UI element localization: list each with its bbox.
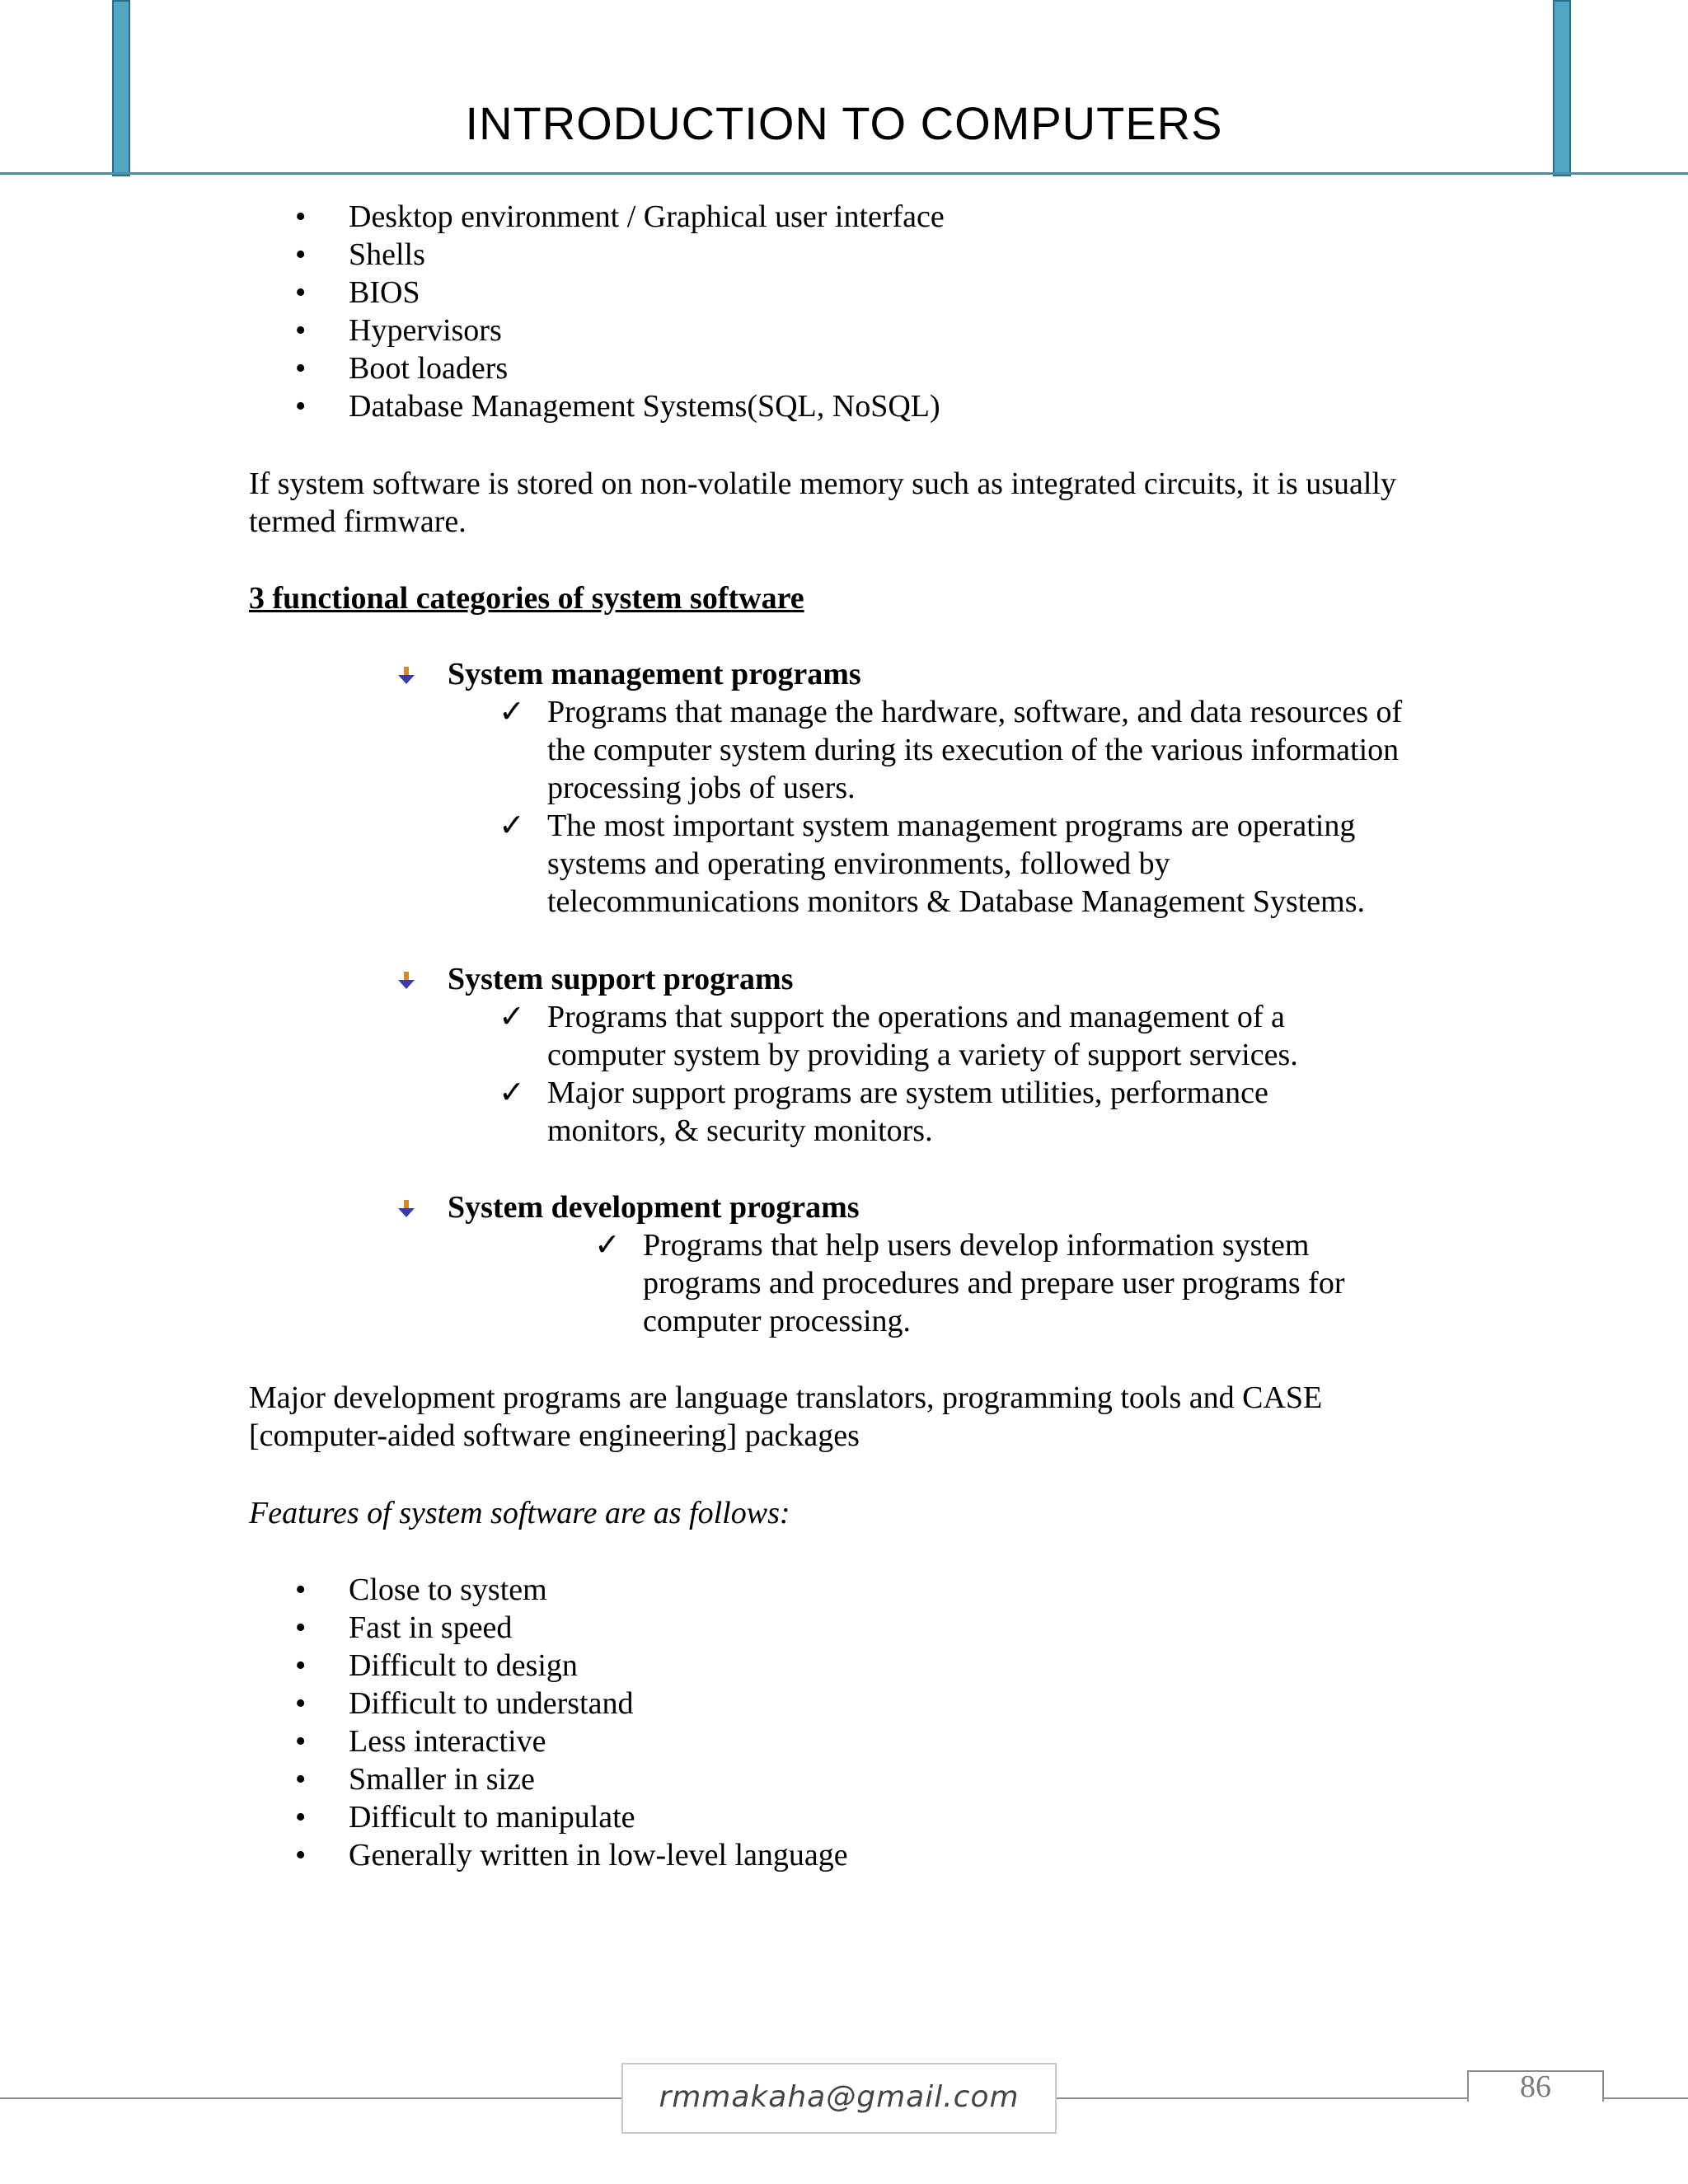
- bullet-icon: •: [295, 237, 307, 272]
- category-title-management: System management programs: [448, 657, 861, 691]
- bullet-icon: •: [295, 389, 307, 424]
- category-title-development: System development programs: [448, 1190, 860, 1225]
- categories-heading: 3 functional categories of system software: [249, 581, 804, 616]
- list-item: • Database Management Systems(SQL, NoSQL): [295, 389, 940, 424]
- check-point: ✓ Programs that support the operations and management of a computer system by providing a variety of support services.: [499, 1000, 1298, 1072]
- bullet-icon: •: [295, 1648, 307, 1683]
- header-decoration-left: [112, 0, 130, 176]
- list-item: • Close to system: [295, 1572, 547, 1607]
- list-item: • Smaller in size: [295, 1762, 535, 1797]
- list-item: • Hypervisors: [295, 313, 502, 348]
- bullet-icon: •: [295, 1762, 307, 1797]
- check-icon: ✓: [499, 808, 525, 843]
- list-item: • Desktop environment / Graphical user interface: [295, 199, 945, 234]
- footer-email: rmmakaha@gmail.com: [621, 2063, 1057, 2134]
- firmware-paragraph: If system software is stored on non-volatile memory such as integrated circuits, it is usually termed firmware.: [249, 466, 1396, 539]
- bullet-icon: •: [295, 1838, 307, 1872]
- bullet-icon: •: [295, 1724, 307, 1759]
- bullet-icon: •: [295, 1800, 307, 1835]
- bullet-icon: •: [295, 275, 307, 310]
- footer-rule-right: [1602, 2097, 1688, 2099]
- category-title-support: System support programs: [448, 962, 794, 996]
- arrow-bullet-icon: [397, 972, 415, 990]
- bullet-icon: •: [295, 313, 307, 348]
- development-paragraph: Major development programs are language translators, programming tools and CASE [computer-aided software engineering] packages: [249, 1380, 1323, 1453]
- features-intro: Features of system software are as follows:: [249, 1496, 790, 1530]
- page-title: INTRODUCTION TO COMPUTERS: [465, 97, 1223, 149]
- features-list: [249, 1571, 848, 1874]
- list-item: • Fast in speed: [295, 1610, 513, 1645]
- bullet-icon: •: [295, 199, 307, 234]
- check-point: ✓ Programs that help users develop information system programs and procedures and prepare user programs for computer processing.: [594, 1228, 1345, 1338]
- list-item: • Boot loaders: [295, 351, 509, 386]
- list-item: • Difficult to design: [295, 1648, 578, 1683]
- list-item: • BIOS: [295, 275, 420, 310]
- page-number: 86: [1467, 2070, 1604, 2102]
- list-item: • Difficult to understand: [295, 1686, 634, 1721]
- bullet-icon: •: [295, 1610, 307, 1645]
- footer-rule-left: [0, 2097, 621, 2099]
- check-icon: ✓: [594, 1228, 621, 1263]
- check-icon: ✓: [499, 1076, 525, 1110]
- arrow-bullet-icon: [397, 667, 415, 685]
- check-point: ✓ The most important system management programs are operating systems and operating environments, followed by telecommunications monitors & Database Management Systems.: [499, 808, 1366, 919]
- bullet-icon: •: [295, 351, 307, 386]
- check-icon: ✓: [499, 695, 525, 729]
- footer-rule-middle: [1057, 2097, 1467, 2099]
- system-software-list: [249, 198, 945, 425]
- check-point: ✓ Programs that manage the hardware, software, and data resources of the computer system during its execution of the various information processing jobs of users.: [499, 695, 1403, 805]
- header-decoration-right: [1553, 0, 1571, 176]
- check-point: ✓ Major support programs are system utilities, performance monitors, & security monitors.: [499, 1076, 1268, 1148]
- list-item: • Generally written in low-level language: [295, 1838, 848, 1872]
- bullet-icon: •: [295, 1686, 307, 1721]
- check-icon: ✓: [499, 1000, 525, 1034]
- bullet-icon: •: [295, 1572, 307, 1607]
- list-item: • Difficult to manipulate: [295, 1800, 635, 1835]
- header-rule: [0, 172, 1688, 175]
- list-item: • Less interactive: [295, 1724, 546, 1759]
- arrow-bullet-icon: [397, 1200, 415, 1218]
- list-item: • Shells: [295, 237, 425, 272]
